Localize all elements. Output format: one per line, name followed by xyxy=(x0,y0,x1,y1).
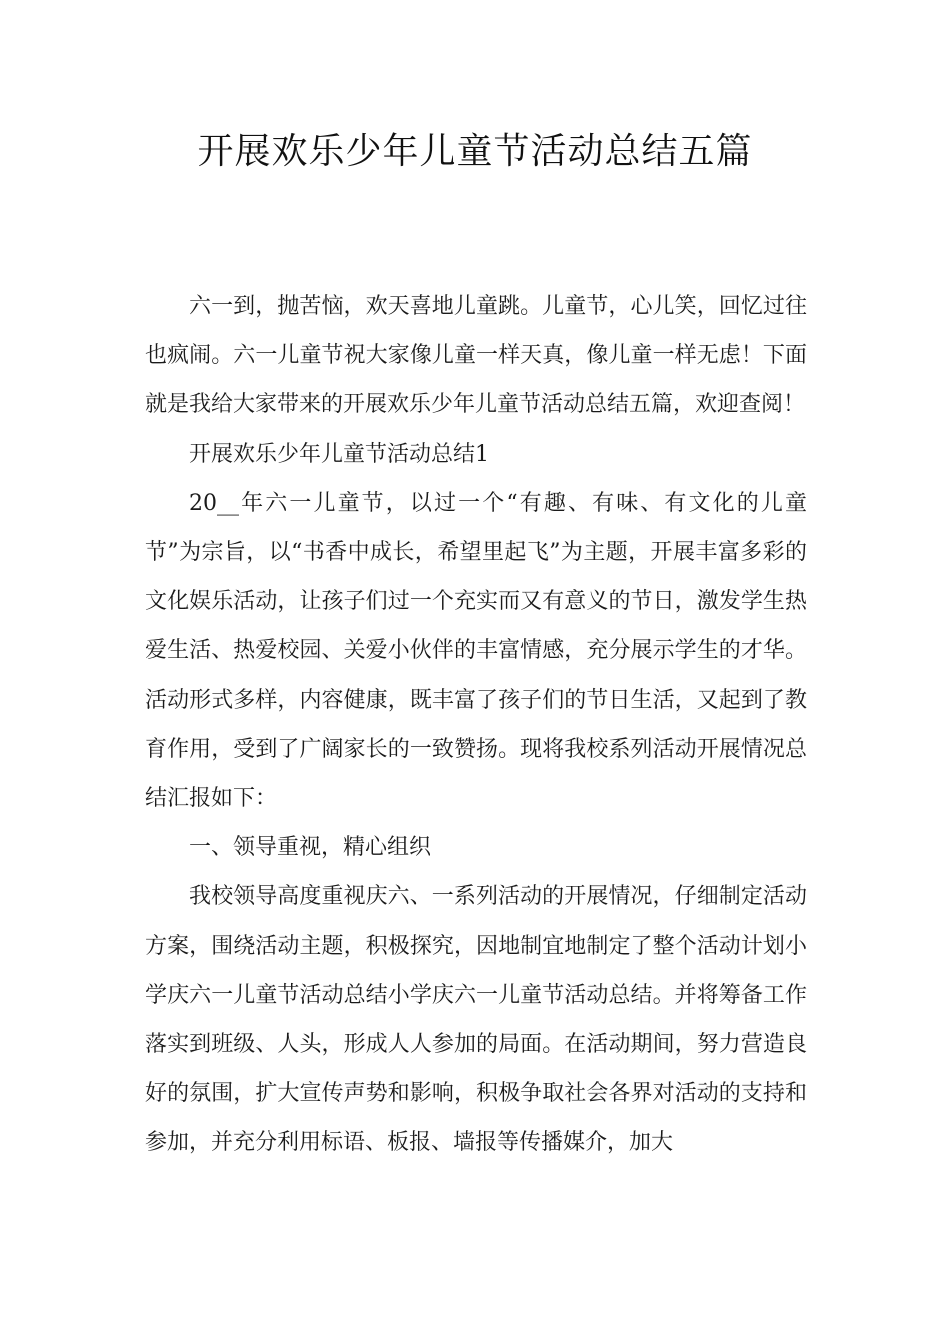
document-title: 开展欢乐少年儿童节活动总结五篇 xyxy=(197,131,753,172)
subheading-leadership: 一、领导重视，精心组织 xyxy=(189,835,432,861)
paragraph-intro: 六一到，抛苦恼，欢天喜地儿童跳。儿童节，心儿笑，回忆过往也疯闹。六一儿童节祝大家像儿童一样天真，像儿童一样无虑！下面就是我给大家带来的开展欢乐少年儿童节活动总结五篇，欢迎查阅！ xyxy=(145,294,807,418)
paragraph-summary: 20__年六一儿童节，以过一个“有趣、有味、有文化的儿童节”为宗旨，以“书香中成长，希望里起飞”为主题，开展丰富多彩的文化娱乐活动，让孩子们过一个充实而又有意义的节日，激发学生热爱生活、热爱校园、关爱小伙伴的丰富情感，充分展示学生的才华。活动形式多样，内容健康，既丰富了孩子们的节日生活，又起到了教育作用，受到了广阔家长的一致赞扬。现将我校系列活动开展情况总结汇报如下： xyxy=(145,490,807,812)
section-heading-1: 开展欢乐少年儿童节活动总结1 xyxy=(189,441,489,467)
document-body xyxy=(145,282,807,1168)
paragraph-leadership: 我校领导高度重视庆六、一系列活动的开展情况，仔细制定活动方案，围绕活动主题，积极探究，因地制宜地制定了整个活动计划小学庆六一儿童节活动总结小学庆六一儿童节活动总结。并将筹备工作落实到班级、人头，形成人人参加的局面。在活动期间，努力营造良好的氛围，扩大宣传声势和影响，积极争取社会各界对活动的支持和参加，并充分利用标语、板报、墙报等传播媒介，加大 xyxy=(145,884,807,1156)
